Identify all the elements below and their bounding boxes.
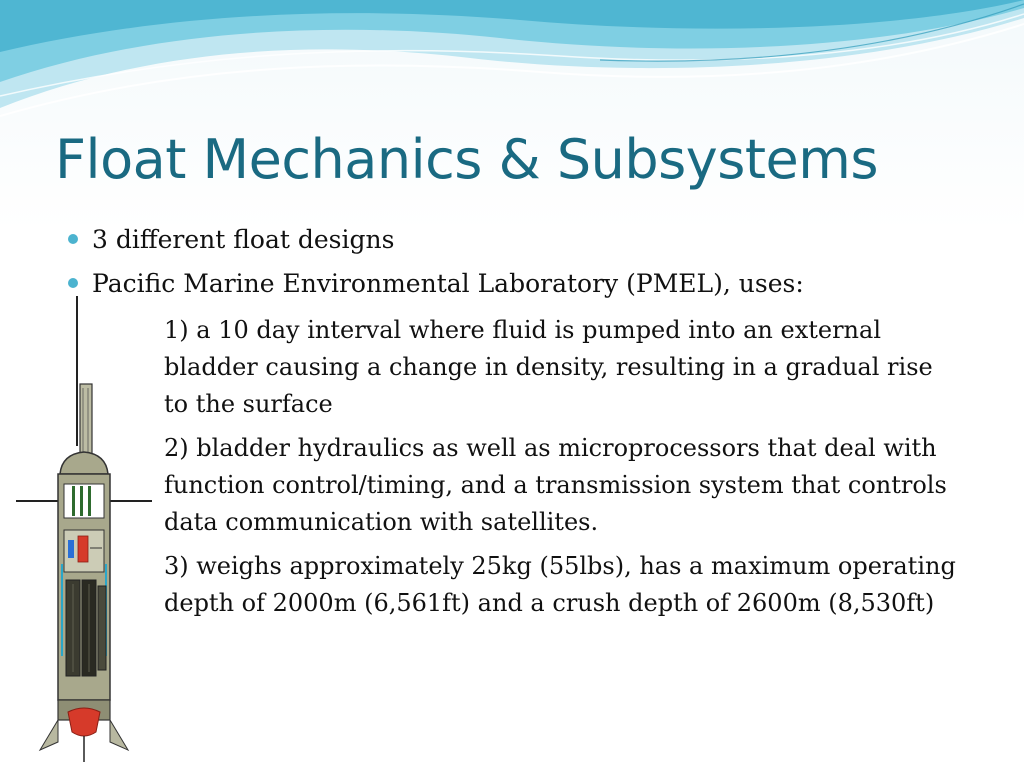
circle-bullet-icon xyxy=(68,278,78,288)
sub-item-list xyxy=(164,312,964,629)
bullet-text: Pacific Marine Environmental Laboratory (PMEL), uses: xyxy=(92,269,804,298)
float-diagram-image xyxy=(12,296,157,764)
bullet-list xyxy=(68,222,804,310)
circle-bullet-icon xyxy=(68,234,78,244)
bullet-text: 3 different float designs xyxy=(92,225,395,254)
sub-item-3: 3) weighs approximately 25kg (55lbs), has a maximum operating depth of 2000m (6,561ft) and a crush depth of 2600m (8,530ft) xyxy=(164,552,956,617)
header-wave-decoration xyxy=(0,0,1024,130)
bullet-item xyxy=(68,266,804,310)
slide-title: Float Mechanics & Subsystems xyxy=(55,128,878,191)
sub-item-2: 2) bladder hydraulics as well as microprocessors that deal with function control/timing, and a transmission system that controls data communication with satellites. xyxy=(164,434,947,536)
sub-item-1: 1) a 10 day interval where fluid is pumped into an external bladder causing a change in density, resulting in a gradual rise to the surface xyxy=(164,316,933,418)
bullet-item xyxy=(68,222,804,266)
